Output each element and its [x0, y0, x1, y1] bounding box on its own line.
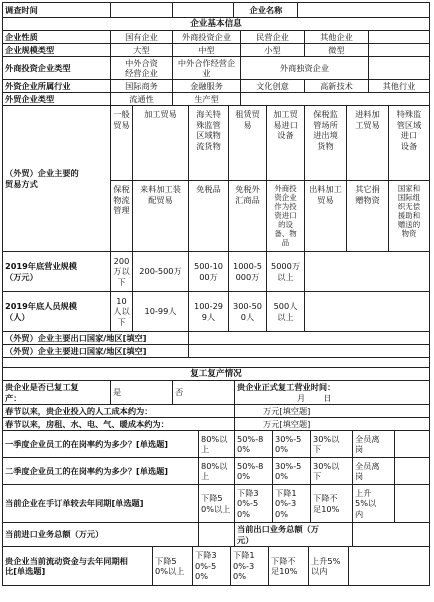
trade-mode-option[interactable]: 进料加 工贸易 — [347, 106, 389, 180]
staff-option[interactable]: 300-50 0人 — [229, 292, 267, 331]
cashflow-option[interactable]: 上升5% 以内 — [309, 547, 349, 585]
q2-option[interactable]: 30%-5 0% — [273, 458, 311, 484]
trade-mode-option[interactable]: 免税品 — [189, 181, 229, 251]
fi-type-option[interactable]: 外商独资企业 — [241, 57, 369, 79]
q1-option[interactable]: 全员离 岗 — [353, 431, 395, 457]
trade-mode-option[interactable]: 加工贸易 — [133, 106, 189, 180]
trade-mode-option[interactable]: 出料加工 贸易 — [305, 181, 347, 251]
rent-cost-row — [2, 417, 430, 430]
orders-option[interactable]: 下降3 0%-5 0% — [235, 485, 273, 522]
nature-option[interactable]: 其他企业 — [305, 31, 369, 43]
basic-info-title: 企业基本信息 — [3, 18, 430, 30]
orders-option[interactable]: 上升 5%以 内 — [353, 485, 395, 522]
rent-cost-field[interactable]: 万元[填空题] — [235, 418, 430, 430]
q1-option[interactable]: 80%以 上 — [199, 431, 235, 457]
q2-option[interactable]: 80%以 上 — [199, 458, 235, 484]
fi-type-option[interactable]: 中外合作经营企 业 — [173, 57, 241, 79]
staff-2019-row — [2, 291, 430, 331]
industry-option[interactable]: 金融服务 — [173, 80, 241, 92]
enterprise-scale-row — [2, 43, 430, 56]
import-countries-label: （外贸）企业主要进口国家/地区[填空] — [3, 345, 189, 357]
foreign-trade-type-row — [2, 92, 430, 105]
orders-row — [2, 484, 430, 522]
trade-mode-option[interactable]: 保税监 管场所 进出境 货物 — [305, 106, 347, 180]
nature-option[interactable]: 国有企业 — [111, 31, 173, 43]
cashflow-option[interactable]: 下降不 足10% — [269, 547, 309, 585]
export-countries-field[interactable] — [189, 332, 430, 344]
trade-type-option[interactable]: 流通性 — [111, 93, 173, 105]
trade-type-option[interactable]: 生产型 — [173, 93, 241, 105]
industry-row — [2, 79, 430, 92]
nature-option[interactable]: 外商投资企业 — [173, 31, 241, 43]
month-label: 月 — [297, 392, 306, 403]
trade-mode-label: （外贸）企业主要的 贸易方式 — [3, 106, 111, 251]
industry-option[interactable]: 其他行业 — [369, 80, 430, 92]
labor-cost-label: 春节以来，贵企业投入的人工成本约为： — [3, 405, 235, 417]
q1-option[interactable]: 30%-5 0% — [273, 431, 311, 457]
revenue-option[interactable]: 1000-5 000万 — [229, 252, 267, 291]
trade-mode-option[interactable]: 来料加工装 配贸易 — [133, 181, 189, 251]
header-row — [2, 2, 430, 17]
revenue-option[interactable]: 500-10 00万 — [189, 252, 229, 291]
resumed-row — [2, 380, 430, 404]
q2-staff-row — [2, 457, 430, 484]
import-countries-row — [2, 344, 430, 357]
industry-label: 外资企业所属行业 — [3, 80, 111, 92]
q2-option[interactable]: 全员离 岗 — [353, 458, 395, 484]
enterprise-nature-row — [2, 30, 430, 43]
export-countries-label: （外贸）企业主要出口国家/地区[填空] — [3, 332, 189, 344]
trade-mode-option[interactable]: 加工贸 易进口 设备 — [267, 106, 305, 180]
resume-date-label: 贵企业正式复工营业时间： — [237, 382, 336, 392]
trade-mode-option[interactable]: 其它捐 赠物资 — [347, 181, 389, 251]
q1-staff-row — [2, 430, 430, 457]
q2-staff-label: 二季度企业员工的在岗率约为多少？[单选题] — [3, 458, 199, 484]
survey-time-field[interactable] — [111, 3, 173, 17]
q1-option[interactable]: 30%以 下 — [311, 431, 353, 457]
revenue-option[interactable]: 200-500万 — [133, 252, 189, 291]
orders-option[interactable]: 下降5 0%以上 — [199, 485, 235, 522]
staff-option[interactable]: 100-29 9人 — [189, 292, 229, 331]
export-countries-row — [2, 331, 430, 344]
survey-form — [2, 2, 432, 598]
survey-time-label: 调查时间 — [3, 3, 111, 17]
orders-option[interactable]: 下降不 足10% — [311, 485, 353, 522]
trade-mode-option[interactable]: 租赁贸 易 — [229, 106, 267, 180]
trade-mode-option[interactable]: 外商投 资企业 作为投 资进口 的设 备、物 品 — [267, 181, 305, 251]
revenue-option[interactable]: 200 万以 下 — [111, 252, 133, 291]
labor-cost-field[interactable]: 万元[填空题] — [235, 405, 430, 417]
trade-mode-option[interactable]: 国家和 国际组 织无偿 援助和 赠送的 物资 — [389, 181, 430, 251]
staff-2019-label: 2019年底人员规模 （人） — [3, 292, 111, 331]
import-countries-field[interactable] — [189, 345, 430, 357]
trade-mode-option[interactable]: 一般 贸易 — [111, 106, 133, 180]
q1-staff-label: 一季度企业员工的在岗率约为多少？[单选题] — [3, 431, 199, 457]
resumed-label: 贵企业是否已复工复 产： — [3, 381, 111, 404]
trade-mode-row — [2, 105, 430, 251]
nature-option[interactable]: 民营企业 — [241, 31, 305, 43]
company-name-field[interactable] — [298, 3, 430, 17]
cashflow-row — [2, 546, 430, 586]
foreign-investment-type-row — [2, 56, 430, 79]
import-export-total-row — [2, 522, 430, 546]
foreign-investment-type-label: 外商投资企业类型 — [3, 57, 111, 79]
staff-option[interactable]: 500人 以上 — [267, 292, 305, 331]
cashflow-label: 贵企业当前流动资金与去年同期相 比[单选题] — [3, 547, 153, 585]
scale-option[interactable]: 微型 — [305, 44, 369, 56]
trade-mode-option[interactable]: 海关特 殊监管 区域物 流货物 — [189, 106, 229, 180]
resumed-no[interactable]: 否 — [173, 381, 235, 404]
scale-option[interactable]: 中型 — [173, 44, 241, 56]
cashflow-option[interactable]: 下降5 0%以上 — [153, 547, 193, 585]
industry-option[interactable]: 文化创意 — [241, 80, 305, 92]
enterprise-nature-label: 企业性质 — [3, 31, 111, 43]
trade-mode-option[interactable]: 保税 物流 管理 — [111, 181, 133, 251]
trade-mode-option[interactable]: 特殊监 管区域 进口 设备 — [389, 106, 430, 180]
rent-cost-label: 春节以来，房租、水、电、气、暖成本约为： — [3, 418, 235, 430]
fi-type-option[interactable]: 中外合资 经营企业 — [111, 57, 173, 79]
resumed-yes[interactable]: 是 — [111, 381, 173, 404]
revenue-2019-label: 2019年底营业规模 （万元） — [3, 252, 111, 291]
orders-option[interactable]: 下降1 0%-3 0% — [273, 485, 311, 522]
resume-title: 复工复产情况 — [3, 368, 430, 380]
trade-mode-option[interactable]: 免税外 汇商品 — [229, 181, 267, 251]
industry-option[interactable]: 高新技术 — [305, 80, 369, 92]
export-total-field[interactable] — [353, 523, 430, 546]
revenue-2019-row — [2, 251, 430, 291]
import-total-field[interactable] — [199, 523, 235, 546]
revenue-option[interactable]: 5000万 以上 — [267, 252, 305, 291]
cashflow-option[interactable]: 下降1 0%-3 0% — [231, 547, 269, 585]
company-name-label: 企业名称 — [234, 3, 298, 17]
day-label: 日 — [323, 392, 332, 403]
resume-date-field[interactable] — [237, 393, 332, 404]
scale-option[interactable]: 大型 — [111, 44, 173, 56]
staff-option[interactable]: 10 人以 下 — [111, 292, 133, 331]
export-total-label: 当前出口业务总额（万 元） — [235, 523, 353, 546]
foreign-trade-type-label: 外贸企业类型 — [3, 93, 111, 105]
q2-option[interactable]: 30%以 下 — [311, 458, 353, 484]
enterprise-scale-label: 企业规模类型 — [3, 44, 111, 56]
q1-option[interactable]: 50%-8 0% — [235, 431, 273, 457]
labor-cost-row — [2, 404, 430, 417]
import-total-label: 当前进口业务总额（万元） — [3, 523, 199, 546]
cashflow-option[interactable]: 下降3 0%-5 0% — [193, 547, 231, 585]
industry-option[interactable]: 国际商务 — [111, 80, 173, 92]
orders-label: 当前企业在手订单较去年同期[单选题] — [3, 485, 199, 522]
staff-option[interactable]: 10-99人 — [133, 292, 189, 331]
scale-option[interactable]: 小型 — [241, 44, 305, 56]
q2-option[interactable]: 50%-8 0% — [235, 458, 273, 484]
